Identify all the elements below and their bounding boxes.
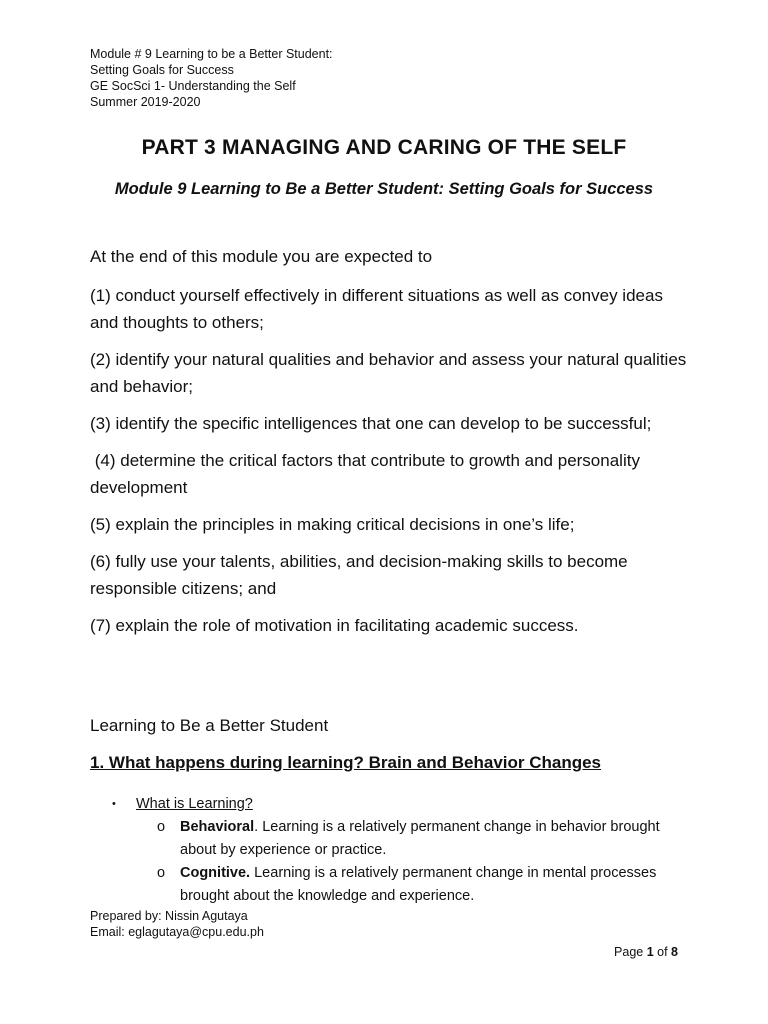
document-header	[90, 46, 333, 110]
bullet-list	[112, 793, 672, 908]
page-number	[614, 945, 678, 959]
objective-item: (2) identify your natural qualities and behavior and assess your natural qualities and behavior;	[90, 350, 687, 396]
sub-item-text	[180, 816, 672, 862]
objective-item: (4) determine the critical factors that contribute to growth and personality development	[90, 451, 645, 497]
sub-list-item	[157, 816, 672, 862]
header-term-line: Summer 2019-2020	[90, 95, 201, 109]
page-of: of	[653, 945, 672, 959]
objective-item: (1) conduct yourself effectively in different situations as well as convey ideas and thoughts to others;	[90, 286, 663, 332]
footer-author: Prepared by: Nissin Agutaya	[90, 909, 248, 923]
section-heading: 1. What happens during learning? Brain and Behavior Changes	[90, 753, 602, 772]
header-topic-line: Setting Goals for Success	[90, 63, 234, 77]
list-item	[112, 793, 672, 816]
document-footer	[90, 908, 264, 940]
objective-item: (7) explain the role of motivation in facilitating academic success.	[90, 616, 579, 635]
sub-list-item	[157, 862, 672, 908]
page-label: Page	[614, 945, 647, 959]
page-total: 8	[671, 945, 678, 959]
objectives-section	[90, 243, 690, 649]
circle-bullet-icon: o	[157, 819, 166, 835]
sub-item-term: Behavioral	[180, 819, 255, 835]
header-module-line: Module # 9 Learning to be a Better Student:	[90, 47, 333, 61]
circle-bullet-icon: o	[157, 865, 166, 881]
bullet-label: What is Learning?	[136, 796, 253, 812]
sub-item-definition: Learning is a relatively permanent change in mental processes brought about the knowledge and experience.	[180, 865, 657, 904]
objective-item: (6) fully use your talents, abilities, and decision-making skills to become responsible citizens; and	[90, 552, 628, 598]
sub-item-definition: . Learning is a relatively permanent change in behavior brought about by experience or practice.	[180, 819, 660, 858]
page-current: 1	[646, 945, 654, 959]
sub-item-term: Cognitive.	[180, 865, 251, 881]
bullet-icon: •	[112, 798, 116, 810]
footer-email: Email: eglagutaya@cpu.edu.ph	[90, 925, 264, 939]
sub-item-text	[180, 862, 672, 908]
header-course-line: GE SocSci 1- Understanding the Self	[90, 79, 296, 93]
module-subtitle: Module 9 Learning to Be a Better Student: Setting Goals for Success	[114, 180, 654, 198]
objective-item: (3) identify the specific intelligences that one can develop to be successful;	[90, 414, 652, 433]
objective-item: (5) explain the principles in making critical decisions in one’s life;	[90, 515, 575, 534]
section-intro: Learning to Be a Better Student	[90, 716, 329, 735]
page-title: PART 3 MANAGING AND CARING OF THE SELF	[141, 136, 627, 159]
objectives-intro: At the end of this module you are expected to	[90, 247, 433, 266]
